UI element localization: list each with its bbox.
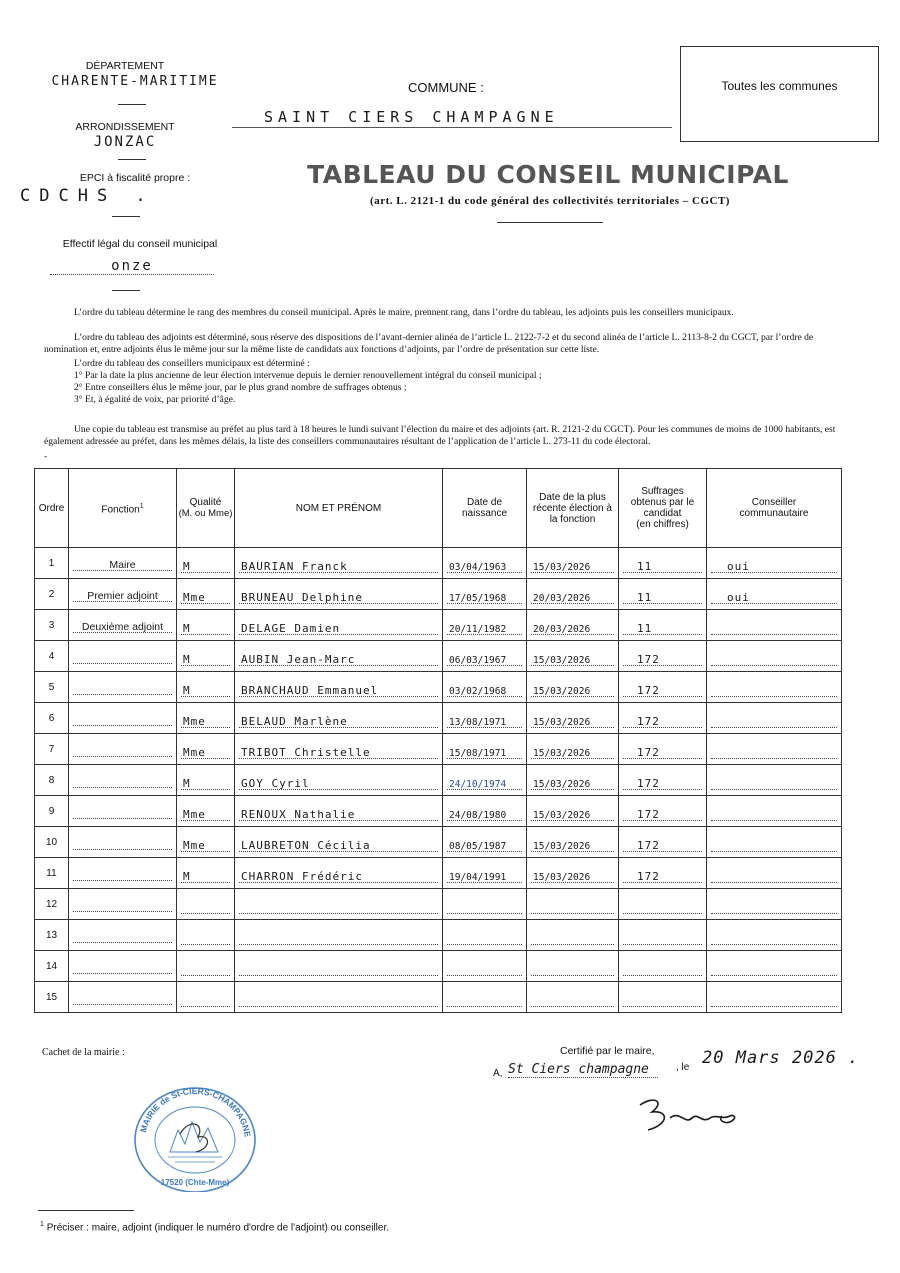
table-row xyxy=(35,827,842,858)
svg-text:MAIRIE de St-CIERS-CHAMPAGNE: MAIRIE de St-CIERS-CHAMPAGNE xyxy=(138,1085,253,1138)
cell-fonction xyxy=(69,951,177,982)
cell-fonction xyxy=(69,734,177,765)
table-row xyxy=(35,889,842,920)
cell-election xyxy=(527,920,619,951)
table-row xyxy=(35,579,842,610)
cell-communautaire xyxy=(707,641,842,672)
footnote-divider xyxy=(38,1210,134,1211)
cell-ordre: 12 xyxy=(35,889,69,920)
cell-qualite: Mme xyxy=(177,796,235,827)
cell-election: 20/03/2026 xyxy=(527,610,619,641)
mairie-seal xyxy=(130,1082,260,1192)
cell-suffrages: 172 xyxy=(619,641,707,672)
cell-fonction xyxy=(69,920,177,951)
col-naissance: Date de naissance xyxy=(443,469,527,548)
cell-election: 15/03/2026 xyxy=(527,796,619,827)
epci-value: CDCHS . xyxy=(20,186,155,206)
cell-qualite: Mme xyxy=(177,703,235,734)
table-row xyxy=(35,703,842,734)
paragraph-rule-1: 1° Par la date la plus ancienne de leur élection intervenue depuis le dernier renouvellement intégral du conseil municipal ; xyxy=(74,370,542,381)
cell-nom: DELAGE Damien xyxy=(235,610,443,641)
cell-suffrages: 172 xyxy=(619,703,707,734)
cell-ordre: 1 xyxy=(35,548,69,579)
commune-value: SAINT CIERS CHAMPAGNE xyxy=(232,108,672,128)
cell-nom: CHARRON Frédéric xyxy=(235,858,443,889)
cell-election: 15/03/2026 xyxy=(527,703,619,734)
effectif-value: onze xyxy=(50,258,214,275)
cell-election: 15/03/2026 xyxy=(527,548,619,579)
cell-suffrages xyxy=(619,889,707,920)
cell-qualite: Mme xyxy=(177,827,235,858)
table-row xyxy=(35,796,842,827)
divider xyxy=(118,104,146,105)
cell-election: 15/03/2026 xyxy=(527,765,619,796)
cell-suffrages: 172 xyxy=(619,765,707,796)
cell-suffrages xyxy=(619,982,707,1013)
col-suffrages: Suffrages obtenus par le candidat (en chiffres) xyxy=(619,469,707,548)
cell-communautaire xyxy=(707,920,842,951)
cell-communautaire xyxy=(707,610,842,641)
commune-type-box xyxy=(680,46,879,142)
paragraph-adjoints: L’ordre du tableau des adjoints est déterminé, sous réserve des dispositions de l’avant-dernier alinéa de l’article L. 2122-7-2 et du second alinéa de l’article L. 2113-8-2 du CGCT, par l’ordre de nomination et, entre adjoints élus le même jour sur la même liste de candidats aux fonctions d’adjoints, par l’ordre de présentation sur cette liste. xyxy=(44,332,814,356)
cell-naissance: 15/08/1971 xyxy=(443,734,527,765)
cell-naissance: 03/02/1968 xyxy=(443,672,527,703)
cell-election: 15/03/2026 xyxy=(527,672,619,703)
cell-ordre: 11 xyxy=(35,858,69,889)
col-communautaire: Conseiller communautaire xyxy=(707,469,842,548)
cell-fonction xyxy=(69,796,177,827)
cell-nom xyxy=(235,920,443,951)
paragraph-conseillers: L’ordre du tableau des conseillers municipaux est déterminé : xyxy=(74,358,310,369)
cell-nom: BAURIAN Franck xyxy=(235,548,443,579)
cell-fonction: Deuxième adjoint xyxy=(69,610,177,641)
cell-communautaire xyxy=(707,672,842,703)
cell-fonction xyxy=(69,889,177,920)
cell-ordre: 4 xyxy=(35,641,69,672)
cell-qualite: Mme xyxy=(177,579,235,610)
cell-election: 15/03/2026 xyxy=(527,734,619,765)
cell-naissance: 13/08/1971 xyxy=(443,703,527,734)
table-row xyxy=(35,672,842,703)
cell-nom: AUBIN Jean-Marc xyxy=(235,641,443,672)
divider xyxy=(118,159,146,160)
arrondissement-label: ARRONDISSEMENT xyxy=(75,121,175,133)
cell-communautaire xyxy=(707,951,842,982)
cell-fonction xyxy=(69,641,177,672)
cell-qualite: M xyxy=(177,858,235,889)
cell-fonction xyxy=(69,765,177,796)
cell-communautaire xyxy=(707,734,842,765)
cell-communautaire: oui xyxy=(707,548,842,579)
arrondissement-value: JONZAC xyxy=(93,134,157,150)
cell-suffrages: 11 xyxy=(619,610,707,641)
cell-fonction xyxy=(69,703,177,734)
page-title: TABLEAU DU CONSEIL MUNICIPAL xyxy=(307,160,789,189)
footnote: $^1$ Préciser : maire, adjoint (indiquer le numéro d'ordre de l'adjoint) ou conseiller. xyxy=(40,1221,390,1234)
cell-naissance: 03/04/1963 xyxy=(443,548,527,579)
table-row xyxy=(35,920,842,951)
paragraph-rule-3: 3° Et, à égalité de voix, par priorité d’âge. xyxy=(74,394,236,405)
cell-naissance xyxy=(443,951,527,982)
cell-suffrages: 11 xyxy=(619,548,707,579)
cell-election xyxy=(527,982,619,1013)
cell-naissance xyxy=(443,920,527,951)
cell-fonction xyxy=(69,827,177,858)
cell-communautaire xyxy=(707,982,842,1013)
cell-naissance: 19/04/1991 xyxy=(443,858,527,889)
cell-naissance: 06/03/1967 xyxy=(443,641,527,672)
col-nom: NOM ET PRÉNOM xyxy=(235,469,443,548)
cell-qualite xyxy=(177,951,235,982)
col-ordre: Ordre xyxy=(35,469,69,548)
cell-fonction xyxy=(69,982,177,1013)
cell-nom: TRIBOT Christelle xyxy=(235,734,443,765)
cell-suffrages xyxy=(619,920,707,951)
cell-naissance: 08/05/1987 xyxy=(443,827,527,858)
cell-suffrages: 172 xyxy=(619,858,707,889)
table-row xyxy=(35,858,842,889)
cell-ordre: 13 xyxy=(35,920,69,951)
cell-communautaire xyxy=(707,796,842,827)
table-row xyxy=(35,610,842,641)
lieu-value: St Ciers champagne xyxy=(508,1062,658,1078)
cell-ordre: 3 xyxy=(35,610,69,641)
cell-ordre: 14 xyxy=(35,951,69,982)
table-row xyxy=(35,734,842,765)
cell-naissance: 24/08/1980 xyxy=(443,796,527,827)
cell-suffrages xyxy=(619,951,707,982)
cell-naissance xyxy=(443,889,527,920)
dash-mark: - xyxy=(44,451,48,462)
commune-type-text: Toutes les communes xyxy=(721,79,838,93)
cell-qualite: M xyxy=(177,641,235,672)
paragraph-transmission: Une copie du tableau est transmise au préfet au plus tard à 18 heures le lundi suivant l’élection du maire et des adjoints (art. R. 2121-2 du CGCT). Pour les communes de moins de 1000 habitants, est également adressée au préfet, dans les mêmes délais, la liste des conseillers communautaires résultant de l’application de l’article L. 273-11 du code électoral. xyxy=(44,424,836,448)
date-value: 20 Mars 2026 . xyxy=(702,1048,860,1068)
cell-nom: BRANCHAUD Emmanuel xyxy=(235,672,443,703)
page-subtitle: (art. L. 2121-1 du code général des collectivités territoriales – CGCT) xyxy=(370,195,730,207)
cell-fonction xyxy=(69,858,177,889)
departement-value: CHARENTE-MARITIME xyxy=(51,74,219,89)
cell-ordre: 7 xyxy=(35,734,69,765)
cell-ordre: 2 xyxy=(35,579,69,610)
cell-election: 15/03/2026 xyxy=(527,641,619,672)
cell-ordre: 5 xyxy=(35,672,69,703)
certifie-label: Certifié par le maire, xyxy=(560,1045,655,1057)
cell-naissance: 24/10/1974 xyxy=(443,765,527,796)
cell-communautaire xyxy=(707,889,842,920)
cell-qualite xyxy=(177,920,235,951)
cell-qualite: M xyxy=(177,610,235,641)
cell-fonction: Premier adjoint xyxy=(69,579,177,610)
cachet-label: Cachet de la mairie : xyxy=(42,1047,125,1058)
cell-nom: LAUBRETON Cécilia xyxy=(235,827,443,858)
cell-suffrages: 172 xyxy=(619,827,707,858)
conseil-table xyxy=(34,468,842,1013)
departement-label: DÉPARTEMENT xyxy=(85,60,165,72)
cell-naissance xyxy=(443,982,527,1013)
cell-nom: GOY Cyril xyxy=(235,765,443,796)
mayor-signature xyxy=(630,1090,750,1140)
cell-ordre: 6 xyxy=(35,703,69,734)
cell-suffrages: 11 xyxy=(619,579,707,610)
col-qualite: Qualité (M. ou Mme) xyxy=(177,469,235,548)
cell-suffrages: 172 xyxy=(619,672,707,703)
cell-nom: BRUNEAU Delphine xyxy=(235,579,443,610)
divider xyxy=(112,290,140,291)
svg-text:Baur: Baur xyxy=(690,1132,707,1140)
cell-nom: BELAUD Marlène xyxy=(235,703,443,734)
cell-communautaire xyxy=(707,827,842,858)
cell-fonction xyxy=(69,672,177,703)
cell-ordre: 8 xyxy=(35,765,69,796)
paragraph-rule-2: 2° Entre conseillers élus le même jour, par le plus grand nombre de suffrages obtenus ; xyxy=(74,382,407,393)
divider xyxy=(112,216,140,217)
table-row xyxy=(35,548,842,579)
cell-qualite: M xyxy=(177,672,235,703)
epci-label: EPCI à fiscalité propre : xyxy=(79,172,191,184)
cell-nom: RENOUX Nathalie xyxy=(235,796,443,827)
cell-election: 20/03/2026 xyxy=(527,579,619,610)
cell-ordre: 9 xyxy=(35,796,69,827)
table-row xyxy=(35,641,842,672)
cell-qualite: M xyxy=(177,548,235,579)
a-label: A, xyxy=(493,1068,503,1079)
cell-naissance: 17/05/1968 xyxy=(443,579,527,610)
le-label: , le xyxy=(676,1062,690,1073)
cell-ordre: 10 xyxy=(35,827,69,858)
cell-election xyxy=(527,951,619,982)
cell-nom xyxy=(235,951,443,982)
cell-qualite: M xyxy=(177,765,235,796)
cell-ordre: 15 xyxy=(35,982,69,1013)
cell-election xyxy=(527,889,619,920)
cell-qualite xyxy=(177,982,235,1013)
cell-election: 15/03/2026 xyxy=(527,858,619,889)
svg-text:17520 (Chte-Mme): 17520 (Chte-Mme) xyxy=(160,1178,230,1187)
cell-qualite: Mme xyxy=(177,734,235,765)
table-row xyxy=(35,765,842,796)
cell-suffrages: 172 xyxy=(619,796,707,827)
cell-communautaire xyxy=(707,703,842,734)
cell-nom xyxy=(235,982,443,1013)
paragraph-ordre: L’ordre du tableau détermine le rang des membres du conseil municipal. Après le maire, prennent rang, dans l’ordre du tableau, les adjoints puis les conseillers municipaux. xyxy=(74,307,734,318)
cell-naissance: 20/11/1982 xyxy=(443,610,527,641)
cell-fonction: Maire xyxy=(69,548,177,579)
col-fonction: Fonction$^1$ xyxy=(69,469,177,548)
cell-nom xyxy=(235,889,443,920)
cell-communautaire xyxy=(707,858,842,889)
commune-label: COMMUNE : xyxy=(408,80,484,95)
table-row xyxy=(35,982,842,1013)
cell-suffrages: 172 xyxy=(619,734,707,765)
cell-qualite xyxy=(177,889,235,920)
col-election: Date de la plus récente élection à la fonction xyxy=(527,469,619,548)
title-divider xyxy=(497,222,603,223)
cell-communautaire xyxy=(707,765,842,796)
table-row xyxy=(35,951,842,982)
cell-communautaire: oui xyxy=(707,579,842,610)
table-header-row xyxy=(35,469,842,548)
effectif-label: Effectif légal du conseil municipal xyxy=(62,238,218,250)
cell-election: 15/03/2026 xyxy=(527,827,619,858)
